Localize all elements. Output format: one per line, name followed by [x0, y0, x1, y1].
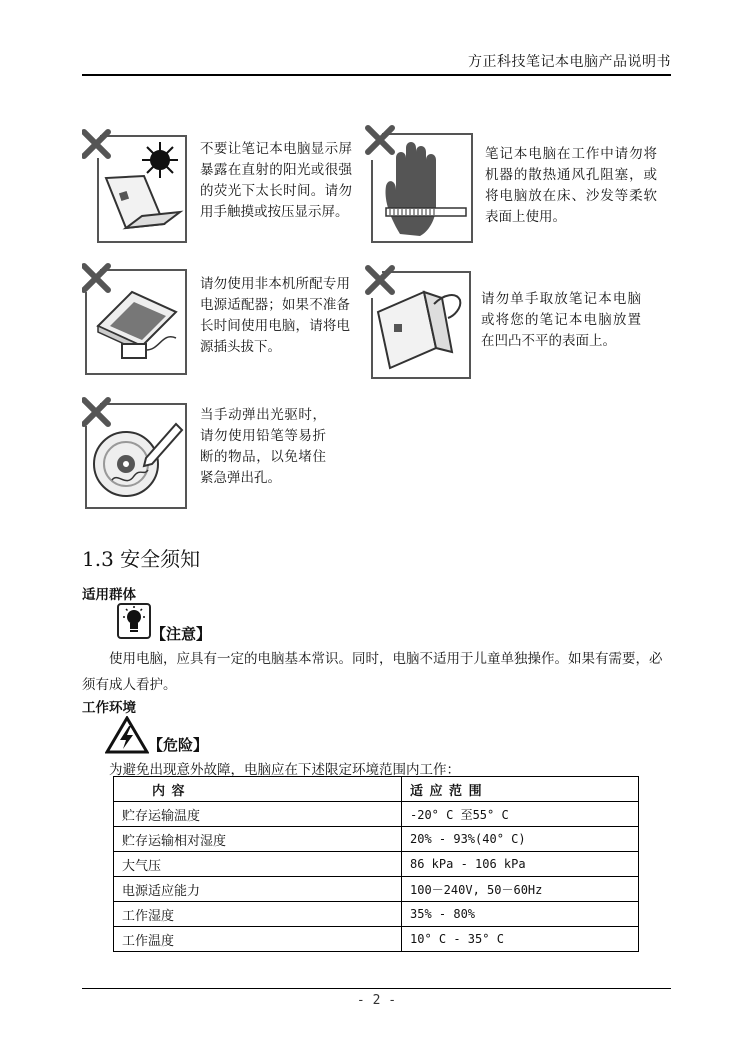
one-hand-laptop-icon: [364, 264, 472, 380]
page-number: - 2 -: [356, 993, 397, 1008]
warning-text-adapter: 请勿使用非本机所配专用电源适配器；如果不准备长时间使用电脑，请将电源插头拔下。: [200, 276, 350, 355]
disc-pencil-icon: [82, 396, 188, 510]
table-cell-value: 10° C - 35° C: [402, 927, 639, 952]
table-cell-item: 贮存运输相对湿度: [114, 827, 402, 852]
table-header-row: [114, 777, 639, 802]
document-title: 方正科技笔记本电脑产品说明书: [468, 54, 671, 70]
table-row: [114, 827, 639, 852]
table-row: [114, 877, 639, 902]
warning-text-disc: 当手动弹出光驱时，请勿使用铅笔等易折断的物品，以免堵住紧急弹出孔。: [200, 407, 326, 486]
table-cell-value: 35% - 80%: [402, 902, 639, 927]
high-voltage-icon: [105, 716, 149, 758]
table-header-content: 内 容: [114, 777, 402, 802]
notice-label: 【注意】: [151, 625, 212, 643]
table-cell-item: 大气压: [114, 852, 402, 877]
table-cell-item: 贮存运输温度: [114, 802, 402, 827]
table-row: [114, 802, 639, 827]
lightbulb-icon: [117, 603, 151, 643]
hand-vent-icon: [364, 124, 474, 244]
table-cell-item: 电源适应能力: [114, 877, 402, 902]
warning-text-vent: 笔记本电脑在工作中请勿将机器的散热通风孔阻塞，或将电脑放在床、沙发等柔软表面上使用。: [485, 146, 657, 225]
table-cell-value: 86 kPa - 106 kPa: [402, 852, 639, 877]
table-row: [114, 927, 639, 952]
section-title: 1.3 安全须知: [82, 547, 201, 571]
header-divider: [82, 74, 671, 76]
danger-label: 【危险】: [148, 736, 209, 754]
table-cell-value: 100－240V, 50－60Hz: [402, 877, 639, 902]
table-row: [114, 852, 639, 877]
table-header-range: 适 应 范 围: [402, 777, 639, 802]
table-cell-value: 20% - 93%(40° C): [402, 827, 639, 852]
audience-paragraph: 使用电脑，应具有一定的电脑基本常识。同时，电脑不适用于儿童单独操作。如果有需要，必须有成人看护。: [82, 651, 663, 693]
audience-heading: 适用群体: [82, 587, 136, 603]
environment-table: [113, 776, 639, 952]
sunlight-screen-icon: [82, 128, 188, 244]
footer-divider: [82, 988, 671, 989]
power-adapter-icon: [82, 262, 188, 376]
environment-heading: 工作环境: [82, 700, 136, 716]
environment-paragraph: 为避免出现意外故障，电脑应在下述限定环境范围内工作：: [109, 762, 460, 778]
table-cell-value: -20° C 至55° C: [402, 802, 639, 827]
table-cell-item: 工作湿度: [114, 902, 402, 927]
table-cell-item: 工作温度: [114, 927, 402, 952]
warning-text-sunlight: 不要让笔记本电脑显示屏暴露在直射的阳光或很强的荧光下太长时间。请勿用手触摸或按压显示屏。: [200, 141, 352, 220]
table-row: [114, 902, 639, 927]
warning-text-one-hand: 请勿单手取放笔记本电脑或将您的笔记本电脑放置在凹凸不平的表面上。: [481, 291, 641, 349]
